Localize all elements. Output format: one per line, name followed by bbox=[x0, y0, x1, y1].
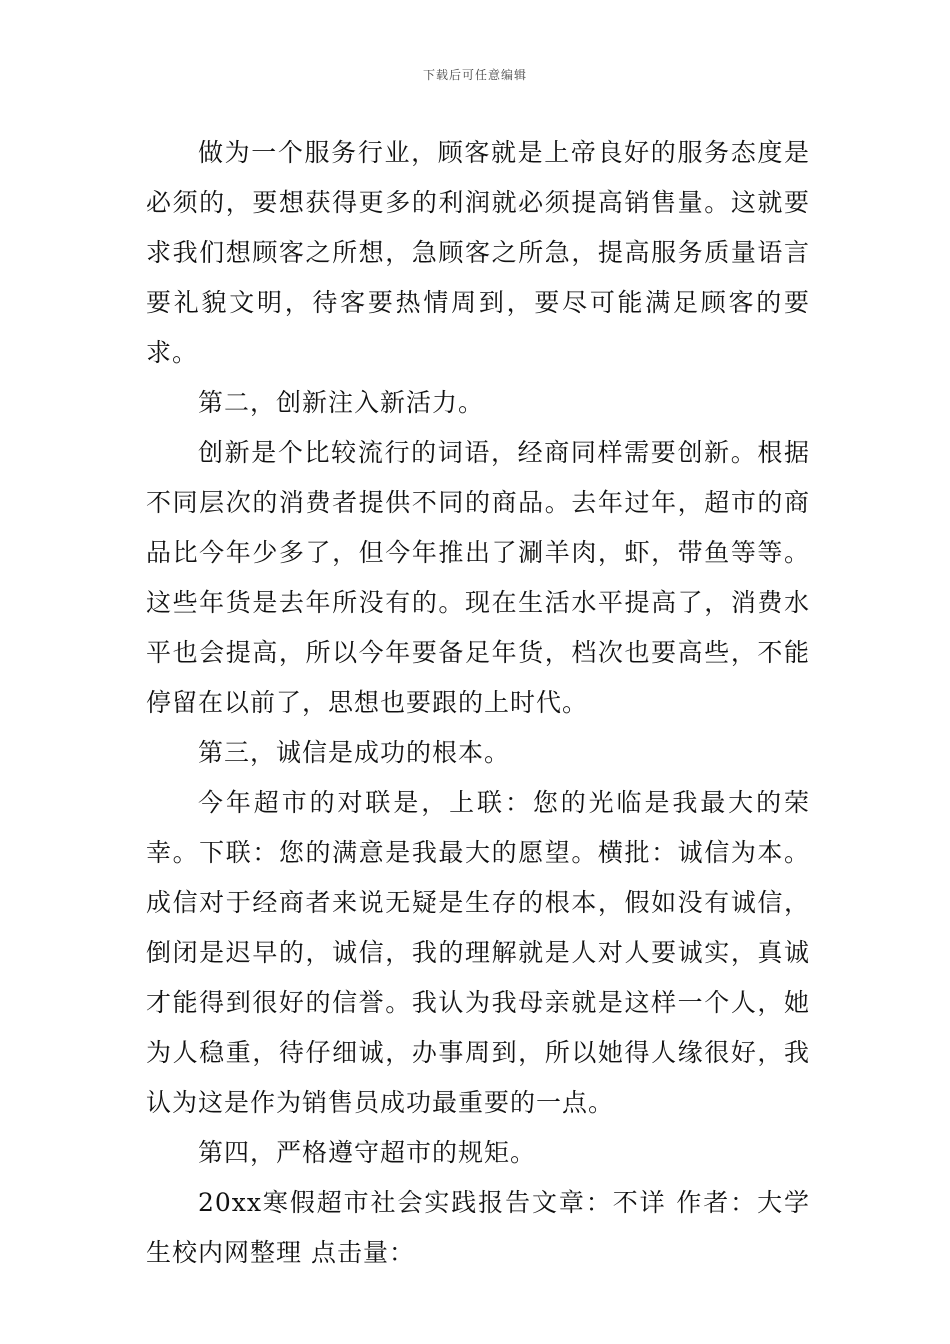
paragraph-innovation: 创新是个比较流行的词语，经商同样需要创新。根据不同层次的消费者提供不同的商品。去年过年，超市的商品比今年少多了，但今年推出了涮羊肉，虾，带鱼等等。这些年货是去年所没有的。现在生活水平提高了，消费水平也会提高，所以今年要备足年货，档次也要高些，不能停留在以前了，思想也要跟的上时代。 bbox=[146, 438, 810, 717]
heading-integrity: 第三，诚信是成功的根本。 bbox=[198, 738, 511, 767]
paragraph-service-attitude: 做为一个服务行业，顾客就是上帝良好的服务态度是必须的，要想获得更多的利润就必须提高销售量。这就要求我们想顾客之所想，急顾客之所急，提高服务质量语言要礼貌文明，待客要热情周到，要尽可能满足顾客的要求。 bbox=[146, 138, 810, 367]
document-body bbox=[146, 128, 810, 1278]
paragraph-article-meta: 20xx寒假超市社会实践报告文章：不详 作者：大学生校内网整理 点击量： bbox=[146, 1188, 810, 1267]
header-note: 下载后可任意编辑 bbox=[422, 68, 527, 82]
heading-rules: 第四，严格遵守超市的规矩。 bbox=[198, 1138, 537, 1167]
heading-innovation: 第二，创新注入新活力。 bbox=[198, 388, 485, 417]
paragraph-integrity: 今年超市的对联是，上联：您的光临是我最大的荣幸。下联：您的满意是我最大的愿望。横批：诚信为本。成信对于经商者来说无疑是生存的根本，假如没有诚信，倒闭是迟早的，诚信，我的理解就是人对人要诚实，真诚才能得到很好的信誉。我认为我母亲就是这样一个人，她为人稳重，待仔细诚，办事周到，所以她得人缘很好，我认为这是作为销售员成功最重要的一点。 bbox=[146, 788, 810, 1117]
